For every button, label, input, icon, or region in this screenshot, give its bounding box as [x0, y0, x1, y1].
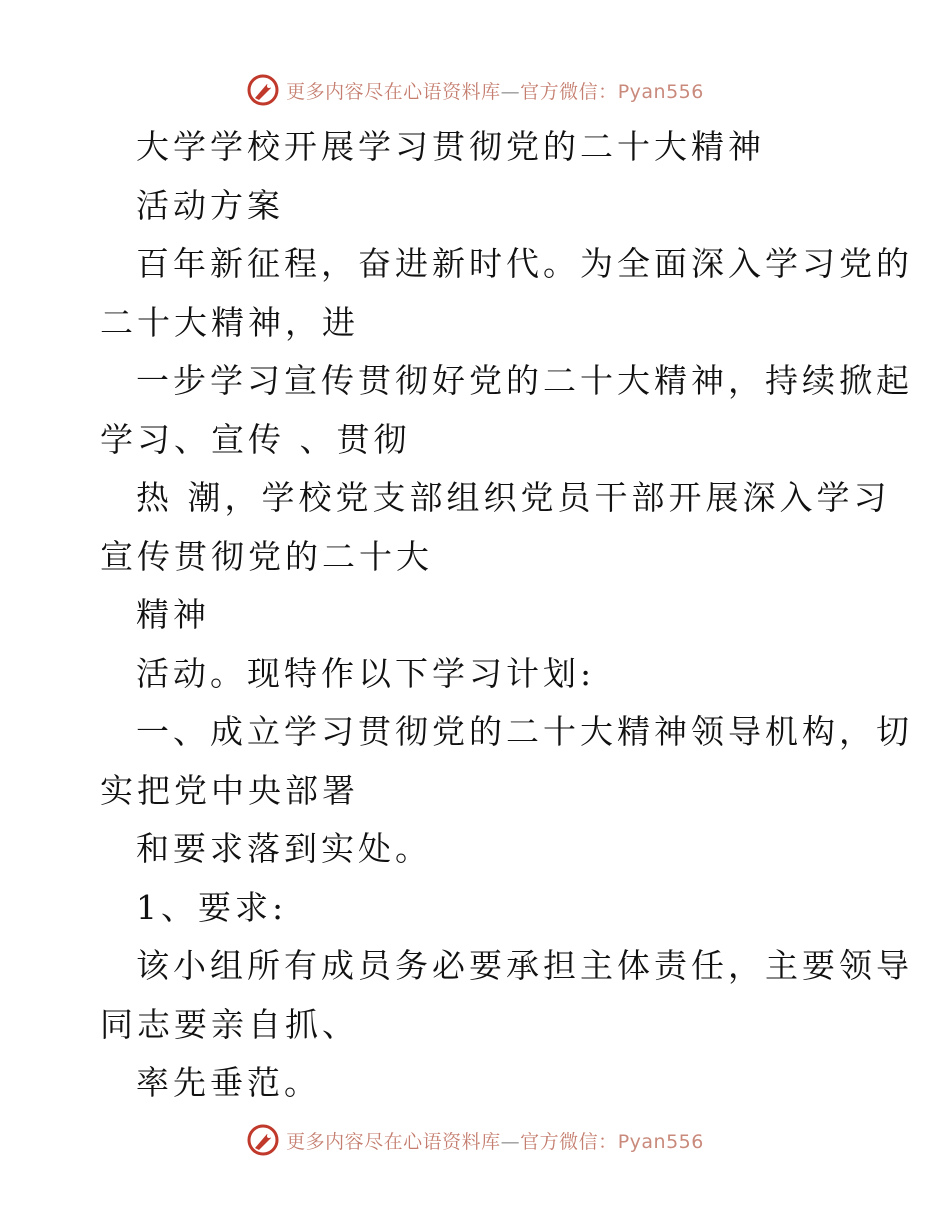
document-body	[100, 118, 913, 1113]
paragraph-line: 热 潮，学校党支部组织党员干部开展深入学习	[136, 478, 891, 517]
paragraph-line: 一步学习宣传贯彻好党的二十大精神，持续掀起	[136, 361, 913, 400]
paragraph-line: 学习、宣传 、贯彻	[100, 419, 411, 459]
doc-title-line-1: 大学学校开展学习贯彻党的二十大精神	[136, 127, 765, 166]
watermark-wechat: 官方微信：	[520, 80, 618, 103]
paragraph-line: 活动。现特作以下学习计划:	[136, 653, 596, 693]
paragraph-line: 二十大精神，进	[100, 302, 359, 342]
paragraph-line: 和要求落到实处。	[136, 829, 432, 868]
watermark-cn: 更多内容尽在心语资料库	[286, 1130, 501, 1153]
doc-title-line-2: 活动方案	[136, 185, 284, 225]
watermark-text	[286, 1127, 704, 1154]
paragraph-line: 宣传贯彻党的二十大	[100, 536, 433, 576]
header-watermark	[0, 70, 950, 110]
paragraph-line: 精神	[136, 595, 210, 634]
paragraph-line: 实把党中央部署	[100, 770, 359, 810]
watermark-cn: 更多内容尽在心语资料库	[286, 80, 501, 103]
paragraph-line: 同志要亲自抓、	[100, 1004, 359, 1044]
pen-nib-logo-icon	[246, 1123, 280, 1157]
watermark-account: Pyan556	[617, 1130, 704, 1153]
footer-watermark	[0, 1120, 950, 1160]
subsection-heading-line: 1、要求:	[136, 887, 288, 927]
watermark-dash: —	[500, 80, 521, 103]
pen-nib-logo-icon	[246, 73, 280, 107]
watermark-account: Pyan556	[617, 80, 704, 103]
watermark-wechat: 官方微信：	[520, 1130, 618, 1153]
paragraph-line: 百年新征程，奋进新时代。为全面深入学习党的	[136, 244, 913, 283]
section-heading-line: 一、成立学习贯彻党的二十大精神领导机构，切	[136, 712, 913, 751]
watermark-dash: —	[500, 1130, 521, 1153]
paragraph-line: 率先垂范。	[136, 1063, 321, 1102]
paragraph-line: 该小组所有成员务必要承担主体责任，主要领导	[136, 946, 913, 985]
watermark-text	[286, 77, 704, 104]
